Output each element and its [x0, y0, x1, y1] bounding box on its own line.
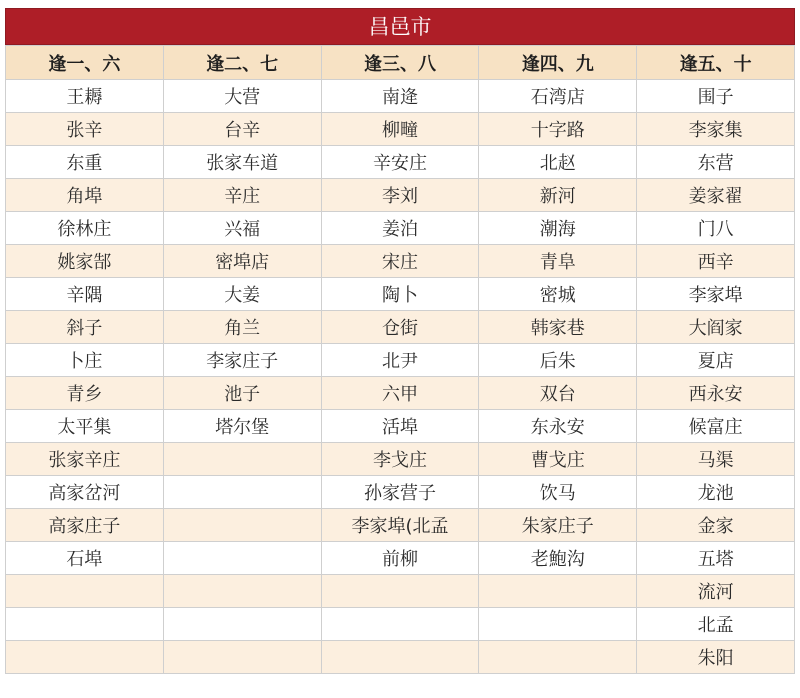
table-row	[6, 278, 795, 311]
column-header: 逢四、九	[479, 46, 637, 80]
table-row	[6, 443, 795, 476]
table-cell: 仓街	[321, 311, 479, 344]
table-cell	[163, 608, 321, 641]
table-cell: 姜泊	[321, 212, 479, 245]
table-cell: 北孟	[637, 608, 795, 641]
table-cell	[163, 509, 321, 542]
table-cell: 卜庄	[6, 344, 164, 377]
table-cell: 北尹	[321, 344, 479, 377]
table-cell	[6, 575, 164, 608]
table-title: 昌邑市	[5, 8, 795, 45]
header-row	[6, 46, 795, 80]
table-cell: 李家集	[637, 113, 795, 146]
table-cell	[163, 542, 321, 575]
table-cell: 后朱	[479, 344, 637, 377]
table-cell: 曹戈庄	[479, 443, 637, 476]
table-row	[6, 641, 795, 674]
table-cell: 密埠店	[163, 245, 321, 278]
table-cell: 斜子	[6, 311, 164, 344]
table-cell: 徐林庄	[6, 212, 164, 245]
table-cell: 池子	[163, 377, 321, 410]
table-row	[6, 509, 795, 542]
table-cell: 辛安庄	[321, 146, 479, 179]
table-cell: 朱家庄子	[479, 509, 637, 542]
table-cell: 密城	[479, 278, 637, 311]
table-cell: 塔尔堡	[163, 410, 321, 443]
column-header: 逢三、八	[321, 46, 479, 80]
table-cell: 台辛	[163, 113, 321, 146]
table-cell: 马渠	[637, 443, 795, 476]
table-row	[6, 212, 795, 245]
table-cell: 辛隅	[6, 278, 164, 311]
table-row	[6, 476, 795, 509]
table-cell: 潮海	[479, 212, 637, 245]
table-row	[6, 575, 795, 608]
table-cell: 西辛	[637, 245, 795, 278]
table-cell: 青乡	[6, 377, 164, 410]
table-cell	[321, 608, 479, 641]
table-cell: 南逄	[321, 80, 479, 113]
table-cell: 李家埠	[637, 278, 795, 311]
table-cell: 李戈庄	[321, 443, 479, 476]
table-cell: 陶卜	[321, 278, 479, 311]
table-cell	[163, 443, 321, 476]
table-row	[6, 146, 795, 179]
table-cell: 东永安	[479, 410, 637, 443]
table-cell: 流河	[637, 575, 795, 608]
table-cell: 候富庄	[637, 410, 795, 443]
table-cell: 王耨	[6, 80, 164, 113]
table-cell: 石湾店	[479, 80, 637, 113]
table-cell: 围子	[637, 80, 795, 113]
table-cell	[163, 575, 321, 608]
table-row	[6, 113, 795, 146]
table-cell: 柳疃	[321, 113, 479, 146]
table-cell	[163, 641, 321, 674]
table-cell: 张家辛庄	[6, 443, 164, 476]
table-body	[6, 80, 795, 674]
table-cell: 大阎家	[637, 311, 795, 344]
table-row	[6, 179, 795, 212]
table-cell: 新河	[479, 179, 637, 212]
table-cell: 李家埠(北孟	[321, 509, 479, 542]
table-row	[6, 245, 795, 278]
table-cell: 双台	[479, 377, 637, 410]
table-cell: 韩家巷	[479, 311, 637, 344]
table-row	[6, 344, 795, 377]
table-cell	[163, 476, 321, 509]
table-cell: 姜家翟	[637, 179, 795, 212]
table-cell: 北赵	[479, 146, 637, 179]
table-cell	[321, 641, 479, 674]
table-cell: 李家庄子	[163, 344, 321, 377]
table-row	[6, 311, 795, 344]
table-cell	[321, 575, 479, 608]
table-cell: 角兰	[163, 311, 321, 344]
table-cell: 六甲	[321, 377, 479, 410]
column-header: 逢一、六	[6, 46, 164, 80]
table-cell: 活埠	[321, 410, 479, 443]
table-cell: 老鮑沟	[479, 542, 637, 575]
column-header: 逢五、十	[637, 46, 795, 80]
table-cell: 西永安	[637, 377, 795, 410]
table-cell: 东重	[6, 146, 164, 179]
table-cell: 石埠	[6, 542, 164, 575]
table-cell: 东营	[637, 146, 795, 179]
table-cell	[479, 641, 637, 674]
table-cell: 姚家郜	[6, 245, 164, 278]
table-cell: 高家庄子	[6, 509, 164, 542]
table-cell: 宋庄	[321, 245, 479, 278]
table-cell: 饮马	[479, 476, 637, 509]
table-cell: 兴福	[163, 212, 321, 245]
table-cell	[6, 608, 164, 641]
table-cell: 前柳	[321, 542, 479, 575]
table-row	[6, 410, 795, 443]
table-cell: 角埠	[6, 179, 164, 212]
table-cell: 大姜	[163, 278, 321, 311]
table-cell: 张家车道	[163, 146, 321, 179]
table-cell: 夏店	[637, 344, 795, 377]
table-row	[6, 542, 795, 575]
market-schedule-table	[5, 45, 795, 674]
table-cell: 十字路	[479, 113, 637, 146]
column-header: 逢二、七	[163, 46, 321, 80]
table-row	[6, 608, 795, 641]
table-cell	[479, 608, 637, 641]
table-cell: 太平集	[6, 410, 164, 443]
table-cell	[479, 575, 637, 608]
table-cell: 辛庄	[163, 179, 321, 212]
table-row	[6, 377, 795, 410]
table-cell: 五塔	[637, 542, 795, 575]
table-cell: 龙池	[637, 476, 795, 509]
market-schedule-table-container	[5, 8, 795, 674]
table-cell: 朱阳	[637, 641, 795, 674]
table-cell	[6, 641, 164, 674]
table-cell: 金家	[637, 509, 795, 542]
table-cell: 大营	[163, 80, 321, 113]
table-cell: 孙家营子	[321, 476, 479, 509]
table-cell: 李刘	[321, 179, 479, 212]
table-row	[6, 80, 795, 113]
table-cell: 门八	[637, 212, 795, 245]
table-cell: 张辛	[6, 113, 164, 146]
table-cell: 青阜	[479, 245, 637, 278]
table-cell: 高家岔河	[6, 476, 164, 509]
